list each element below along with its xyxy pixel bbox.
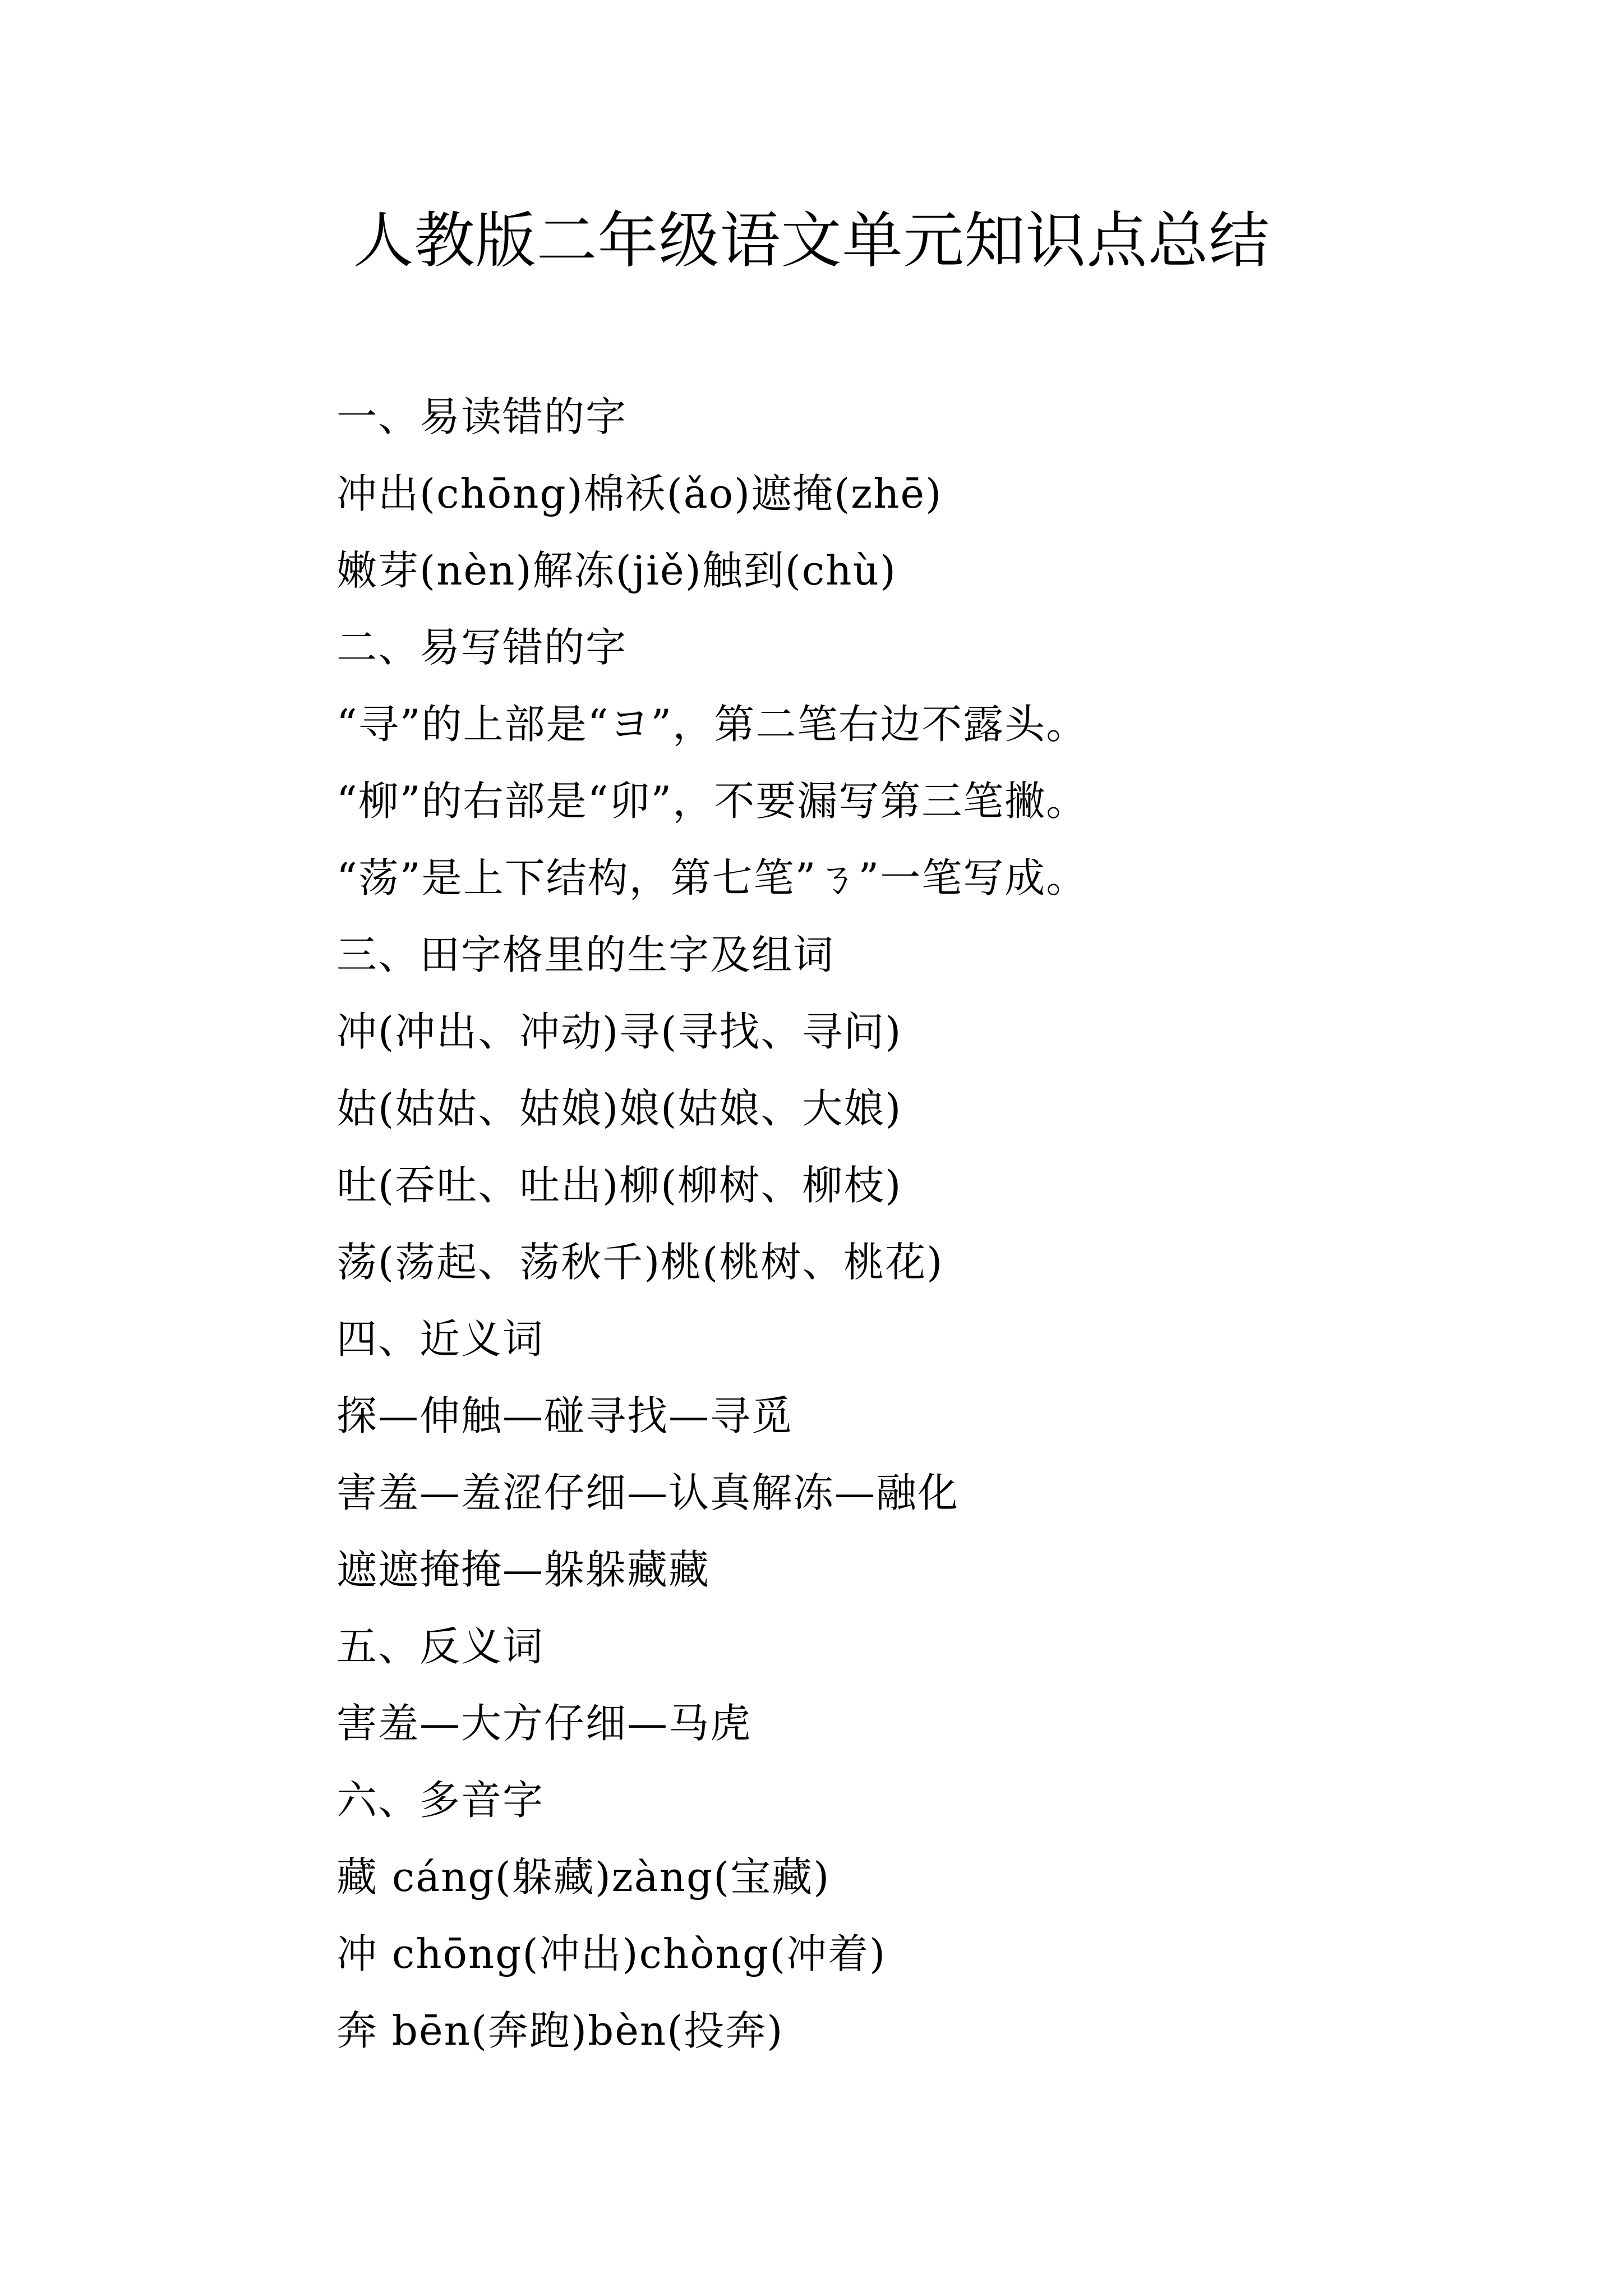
section-heading: 六、多音字 <box>336 1777 545 1824</box>
section-heading: 二、易写错的字 <box>336 624 628 671</box>
document-title: 人教版二年级语文单元知识点总结 <box>353 206 1270 276</box>
text-line: 吐(吞吐、吐出)柳(柳树、柳枝) <box>336 1162 902 1209</box>
text-line: 探—伸触—碰寻找—寻觅 <box>336 1392 794 1439</box>
text-line: 藏 cáng(躲藏)zàng(宝藏) <box>336 1853 831 1901</box>
text-line: 冲(冲出、冲动)寻(寻找、寻问) <box>336 1008 902 1055</box>
text-line: 冲 chōng(冲出)chòng(冲着) <box>336 1930 887 1977</box>
text-line: 害羞—大方仔细—马虎 <box>336 1700 752 1747</box>
text-line: 奔 bēn(奔跑)bèn(投奔) <box>336 2007 784 2054</box>
text-line: “柳”的右部是“卯”，不要漏写第三笔撇。 <box>336 777 1088 825</box>
document-body <box>336 379 1570 2069</box>
section-heading: 一、易读错的字 <box>336 393 628 440</box>
section-heading: 四、近义词 <box>336 1315 545 1363</box>
section-heading: 三、田字格里的生字及组词 <box>336 931 835 978</box>
text-line: 冲出(chōng)棉袄(ǎo)遮掩(zhē) <box>336 470 943 517</box>
text-line: 姑(姑姑、姑娘)娘(姑娘、大娘) <box>336 1085 902 1132</box>
text-line: “寻”的上部是“ヨ”，第二笔右边不露头。 <box>336 701 1088 748</box>
text-line: 嫩芽(nèn)解冻(jiě)触到(chù) <box>336 547 897 594</box>
section-heading: 五、反义词 <box>336 1623 545 1670</box>
text-line: 遮遮掩掩—躲躲藏藏 <box>336 1546 711 1593</box>
text-line: 害羞—羞涩仔细—认真解冻—融化 <box>336 1469 960 1516</box>
text-line: 荡(荡起、荡秋千)桃(桃树、桃花) <box>336 1239 944 1286</box>
text-line: “荡”是上下结构，第七笔”ㄋ”一笔写成。 <box>336 854 1088 901</box>
